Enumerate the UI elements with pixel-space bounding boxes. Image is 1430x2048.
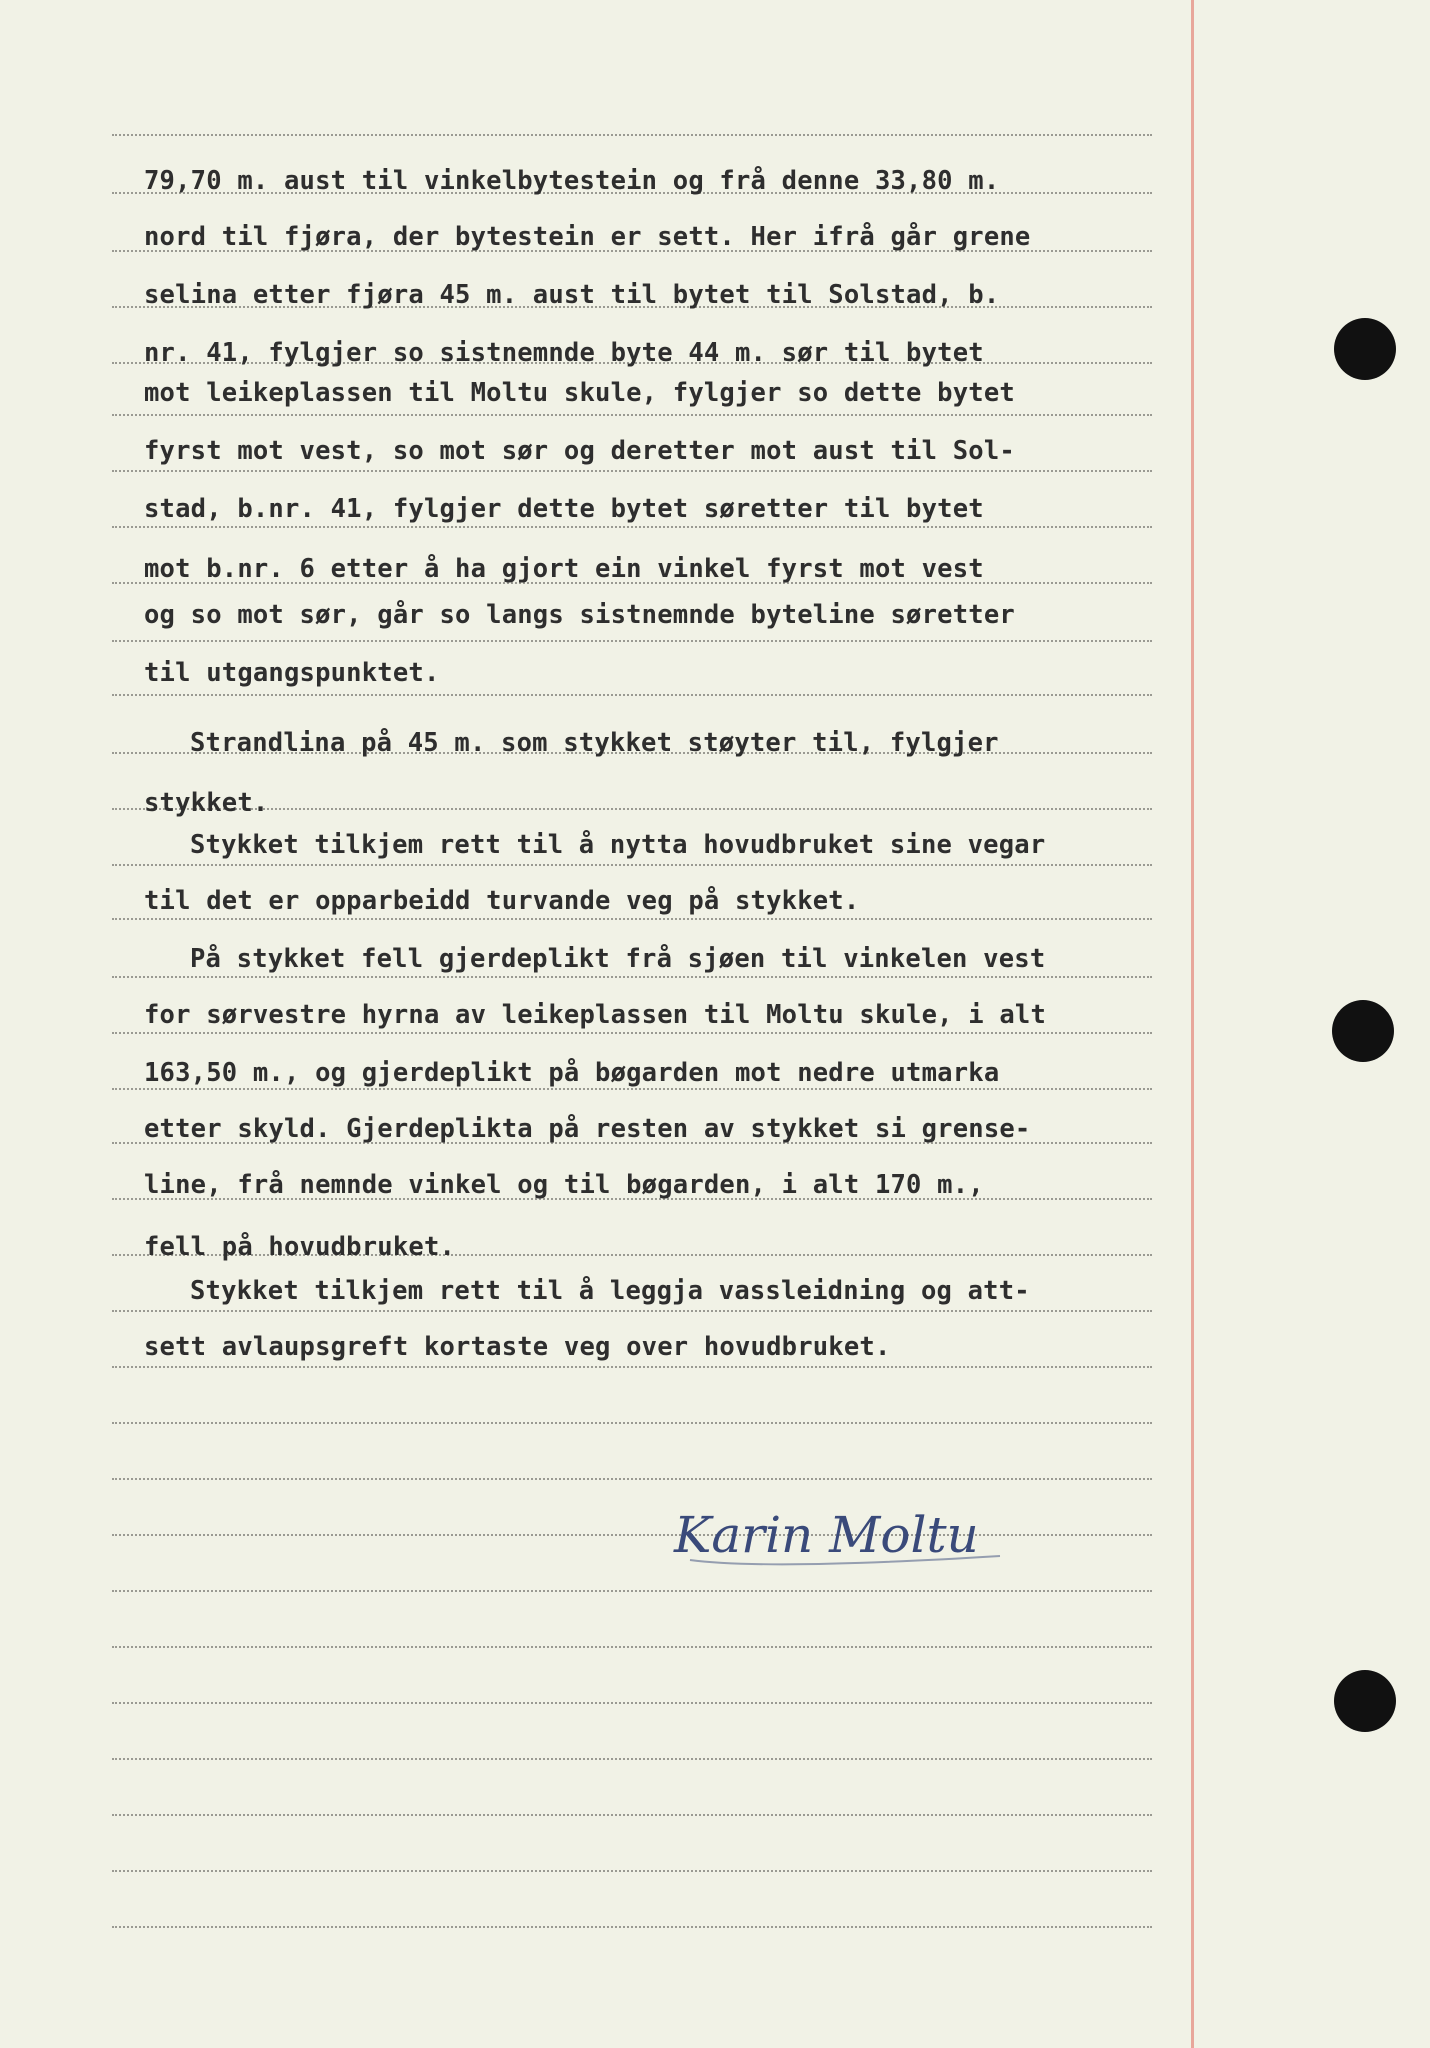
ruled-line <box>112 864 1152 866</box>
margin-rule <box>1191 0 1194 2048</box>
text-line: mot leikeplassen til Moltu skule, fylgjer so dette bytet <box>144 378 1015 408</box>
text-line: fyrst mot vest, so mot sør og deretter mot aust til Sol- <box>144 436 1015 466</box>
ruled-line <box>112 1422 1152 1424</box>
signature-text: Karin Moltu <box>674 1506 979 1564</box>
text-line: 79,70 m. aust til vinkelbytestein og frå denne 33,80 m. <box>144 166 1000 196</box>
ruled-line <box>112 134 1152 136</box>
text-line: for sørvestre hyrna av leikeplassen til Moltu skule, i alt <box>144 1000 1047 1030</box>
text-line: til utgangspunktet. <box>144 658 440 688</box>
ruled-line <box>112 918 1152 920</box>
ruled-line <box>112 640 1152 642</box>
punch-hole <box>1334 1670 1396 1732</box>
ruled-line <box>112 1590 1152 1592</box>
text-line: fell på hovudbruket. <box>144 1232 456 1262</box>
text-line: Stykket tilkjem rett til å nytta hovudbruket sine vegar <box>190 830 1046 860</box>
text-line: På stykket fell gjerdeplikt frå sjøen til vinkelen vest <box>190 944 1046 974</box>
text-line: selina etter fjøra 45 m. aust til bytet til Solstad, b. <box>144 280 1000 310</box>
text-line: nord til fjøra, der bytestein er sett. Her ifrå går grene <box>144 222 1031 252</box>
text-line: etter skyld. Gjerdeplikta på resten av stykket si grense- <box>144 1114 1031 1144</box>
text-line: 163,50 m., og gjerdeplikt på bøgarden mot nedre utmarka <box>144 1058 1000 1088</box>
ruled-line <box>112 694 1152 696</box>
ruled-line <box>112 1814 1152 1816</box>
ruled-line <box>112 414 1152 416</box>
text-line: sett avlaupsgreft kortaste veg over hovudbruket. <box>144 1332 891 1362</box>
text-line: stykket. <box>144 788 269 818</box>
signature <box>670 1490 1070 1580</box>
text-line: mot b.nr. 6 etter å ha gjort ein vinkel fyrst mot vest <box>144 554 984 584</box>
ruled-line <box>112 1646 1152 1648</box>
text-line: til det er opparbeidd turvande veg på stykket. <box>144 886 860 916</box>
text-line: line, frå nemnde vinkel og til bøgarden, i alt 170 m., <box>144 1170 984 1200</box>
ruled-line <box>112 1478 1152 1480</box>
ruled-line <box>112 1366 1152 1368</box>
punch-hole <box>1334 318 1396 380</box>
text-line: nr. 41, fylgjer so sistnemnde byte 44 m. sør til bytet <box>144 338 984 368</box>
text-line: og so mot sør, går so langs sistnemnde byteline søretter <box>144 600 1015 630</box>
punch-hole <box>1332 1000 1394 1062</box>
ruled-line <box>112 1032 1152 1034</box>
ruled-line <box>112 1926 1152 1928</box>
text-line: Strandlina på 45 m. som stykket støyter til, fylgjer <box>190 728 999 758</box>
ruled-line <box>112 470 1152 472</box>
ruled-line <box>112 1088 1152 1090</box>
text-line: stad, b.nr. 41, fylgjer dette bytet søretter til bytet <box>144 494 984 524</box>
ruled-line <box>112 1702 1152 1704</box>
ruled-line <box>112 1758 1152 1760</box>
ruled-line <box>112 526 1152 528</box>
ruled-line <box>112 976 1152 978</box>
text-line: Stykket tilkjem rett til å leggja vassleidning og att- <box>190 1276 1030 1306</box>
ruled-line <box>112 1310 1152 1312</box>
ruled-line <box>112 1870 1152 1872</box>
